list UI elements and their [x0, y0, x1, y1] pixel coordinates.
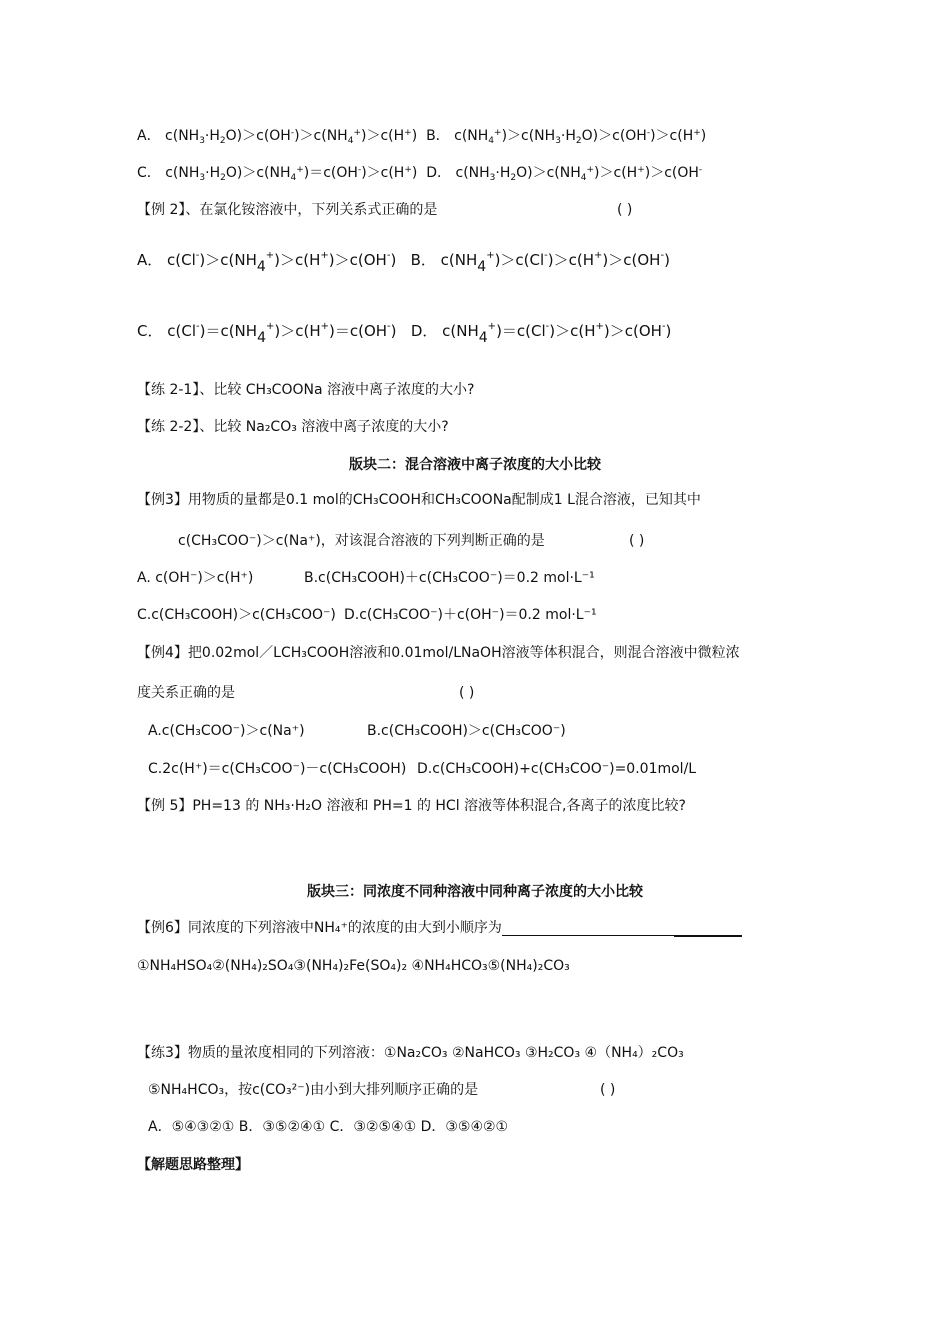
- ex3-option-d: D.c(CH₃COO⁻)＋c(OH⁻)＝0.2 mol·L⁻¹: [344, 607, 597, 623]
- option-line-cd: C． $c(NH_3\cdot H_2O)>c(NH_4^+)=c(OH^-)>c(H^+)$ D． $c(NH_3\cdot H_2O)>c(NH_4^+)>c(H^+)>c(OH^-$: [137, 165, 703, 183]
- ex3-intro: 【例3】用物质的量都是0.1 mol的CH₃COOH和CH₃COONa配制成1 L混合溶液，已知其中: [137, 492, 701, 508]
- ex6-answer-blank[interactable]: [502, 919, 742, 936]
- ex3-option-a: A. c(OH⁻)＞c(H⁺): [137, 570, 254, 586]
- option-d-label: D．: [426, 165, 452, 181]
- ex4-option-a: A.c(CH₃COO⁻)＞c(Na⁺): [148, 723, 305, 739]
- ex4-option-c: C.2c(H⁺)＝c(CH₃COO⁻)－c(CH₃COOH): [148, 761, 407, 777]
- ex4-cont: 度关系正确的是: [137, 685, 235, 701]
- ex4-bracket: ( ): [459, 685, 475, 701]
- pr3-cont-line: [148, 1080, 616, 1100]
- pr3-cont: ⑤NH₄HCO₃，按c(CO₃²⁻)由小到大排列顺序正确的是: [148, 1082, 479, 1098]
- ex2-option-d-label: D．: [410, 322, 438, 340]
- option-line-ab: A． $c(NH_3\cdot H_2O)>c(OH^-)>c(NH_4^+)>c(H^+)$ B． $c(NH_4^+)>c(NH_3\cdot H_2O)>c(OH^-)>c(H^+)$: [137, 128, 707, 146]
- ex2-bracket: ( ): [617, 202, 633, 218]
- ex6-items: ①NH₄HSO₄②(NH₄)₂SO₄③(NH₄)₂Fe(SO₄)₂ ④NH₄HCO₃⑤(NH₄)₂CO₃: [137, 958, 570, 974]
- option-b-label: B．: [426, 128, 450, 144]
- practice-2-2: 【练 2-2】、比较 Na₂CO₃ 溶液中离子浓度的大小?: [137, 419, 449, 435]
- pr3-intro: 【练3】物质的量浓度相同的下列溶液：①Na₂CO₃ ②NaHCO₃ ③H₂CO₃ ④（NH₄）₂CO₃: [137, 1045, 684, 1061]
- pr3-options: A．⑤④③②① B．③⑤②④① C．③②⑤④① D．③⑤④②①: [148, 1119, 509, 1135]
- ex3-option-c: C.c(CH₃COOH)＞c(CH₃COO⁻): [137, 607, 336, 623]
- ex4-option-b: B.c(CH₃COOH)＞c(CH₃COO⁻): [367, 723, 566, 739]
- ex3-condition: c(CH₃COO⁻)＞c(Na⁺)，对该混合溶液的下列判断正确的是: [178, 533, 545, 549]
- option-c-label: C．: [137, 165, 161, 181]
- section2-heading: 版块二：混合溶液中离子浓度的大小比较: [349, 457, 601, 473]
- ex3-option-b: B.c(CH₃COOH)＋c(CH₃COO⁻)＝0.2 mol·L⁻¹: [304, 570, 595, 586]
- ex6-intro-line: [137, 918, 742, 938]
- ex3-bracket: ( ): [629, 533, 645, 549]
- practice-2-1: 【练 2-1】、比较 CH₃COONa 溶液中离子浓度的大小?: [137, 382, 475, 398]
- ex5: 【例 5】PH=13 的 NH₃·H₂O 溶液和 PH=1 的 HCl 溶液等体积混合,各离子的浓度比较?: [137, 798, 686, 814]
- section3-heading: 版块三：同浓度不同种溶液中同种离子浓度的大小比较: [307, 884, 643, 900]
- ex2-option-c-label: C．: [137, 322, 163, 340]
- ex4-intro: 【例4】把0.02mol／LCH₃COOH溶液和0.01mol/LNaOH溶液等体积混合，则混合溶液中微粒浓: [137, 645, 740, 661]
- ex2-options-ab: A． c(Cl-)＞c(NH4+)＞c(H+)＞c(OH-) B． c(NH4+)＞c(Cl-)＞c(H+)＞c(OH-): [137, 250, 670, 275]
- ex4-cont-line: [137, 683, 475, 703]
- ex4-option-d: D.c(CH₃COOH)+c(CH₃COO⁻)=0.01mol/L: [417, 761, 697, 777]
- option-a-label: A．: [137, 128, 161, 144]
- summary-heading: 【解题思路整理】: [137, 1157, 249, 1173]
- ex2-option-a-label: A．: [137, 251, 163, 269]
- pr3-bracket: ( ): [600, 1082, 616, 1098]
- ex2-title: 【例 2】、在氯化铵溶液中，下列关系式正确的是: [137, 202, 438, 218]
- ex6-intro: 【例6】同浓度的下列溶液中NH₄⁺的浓度的由大到小顺序为: [137, 920, 502, 936]
- ex2-options-cd: C． c(Cl-)＝c(NH4+)＞c(H+)＝c(OH-) D． c(NH4+)＝c(Cl-)＞c(H+)＞c(OH-): [137, 321, 672, 346]
- ex2-option-b-label: B．: [410, 251, 436, 269]
- ex2-title-line: [137, 200, 633, 220]
- ex3-condition-line: [178, 531, 645, 551]
